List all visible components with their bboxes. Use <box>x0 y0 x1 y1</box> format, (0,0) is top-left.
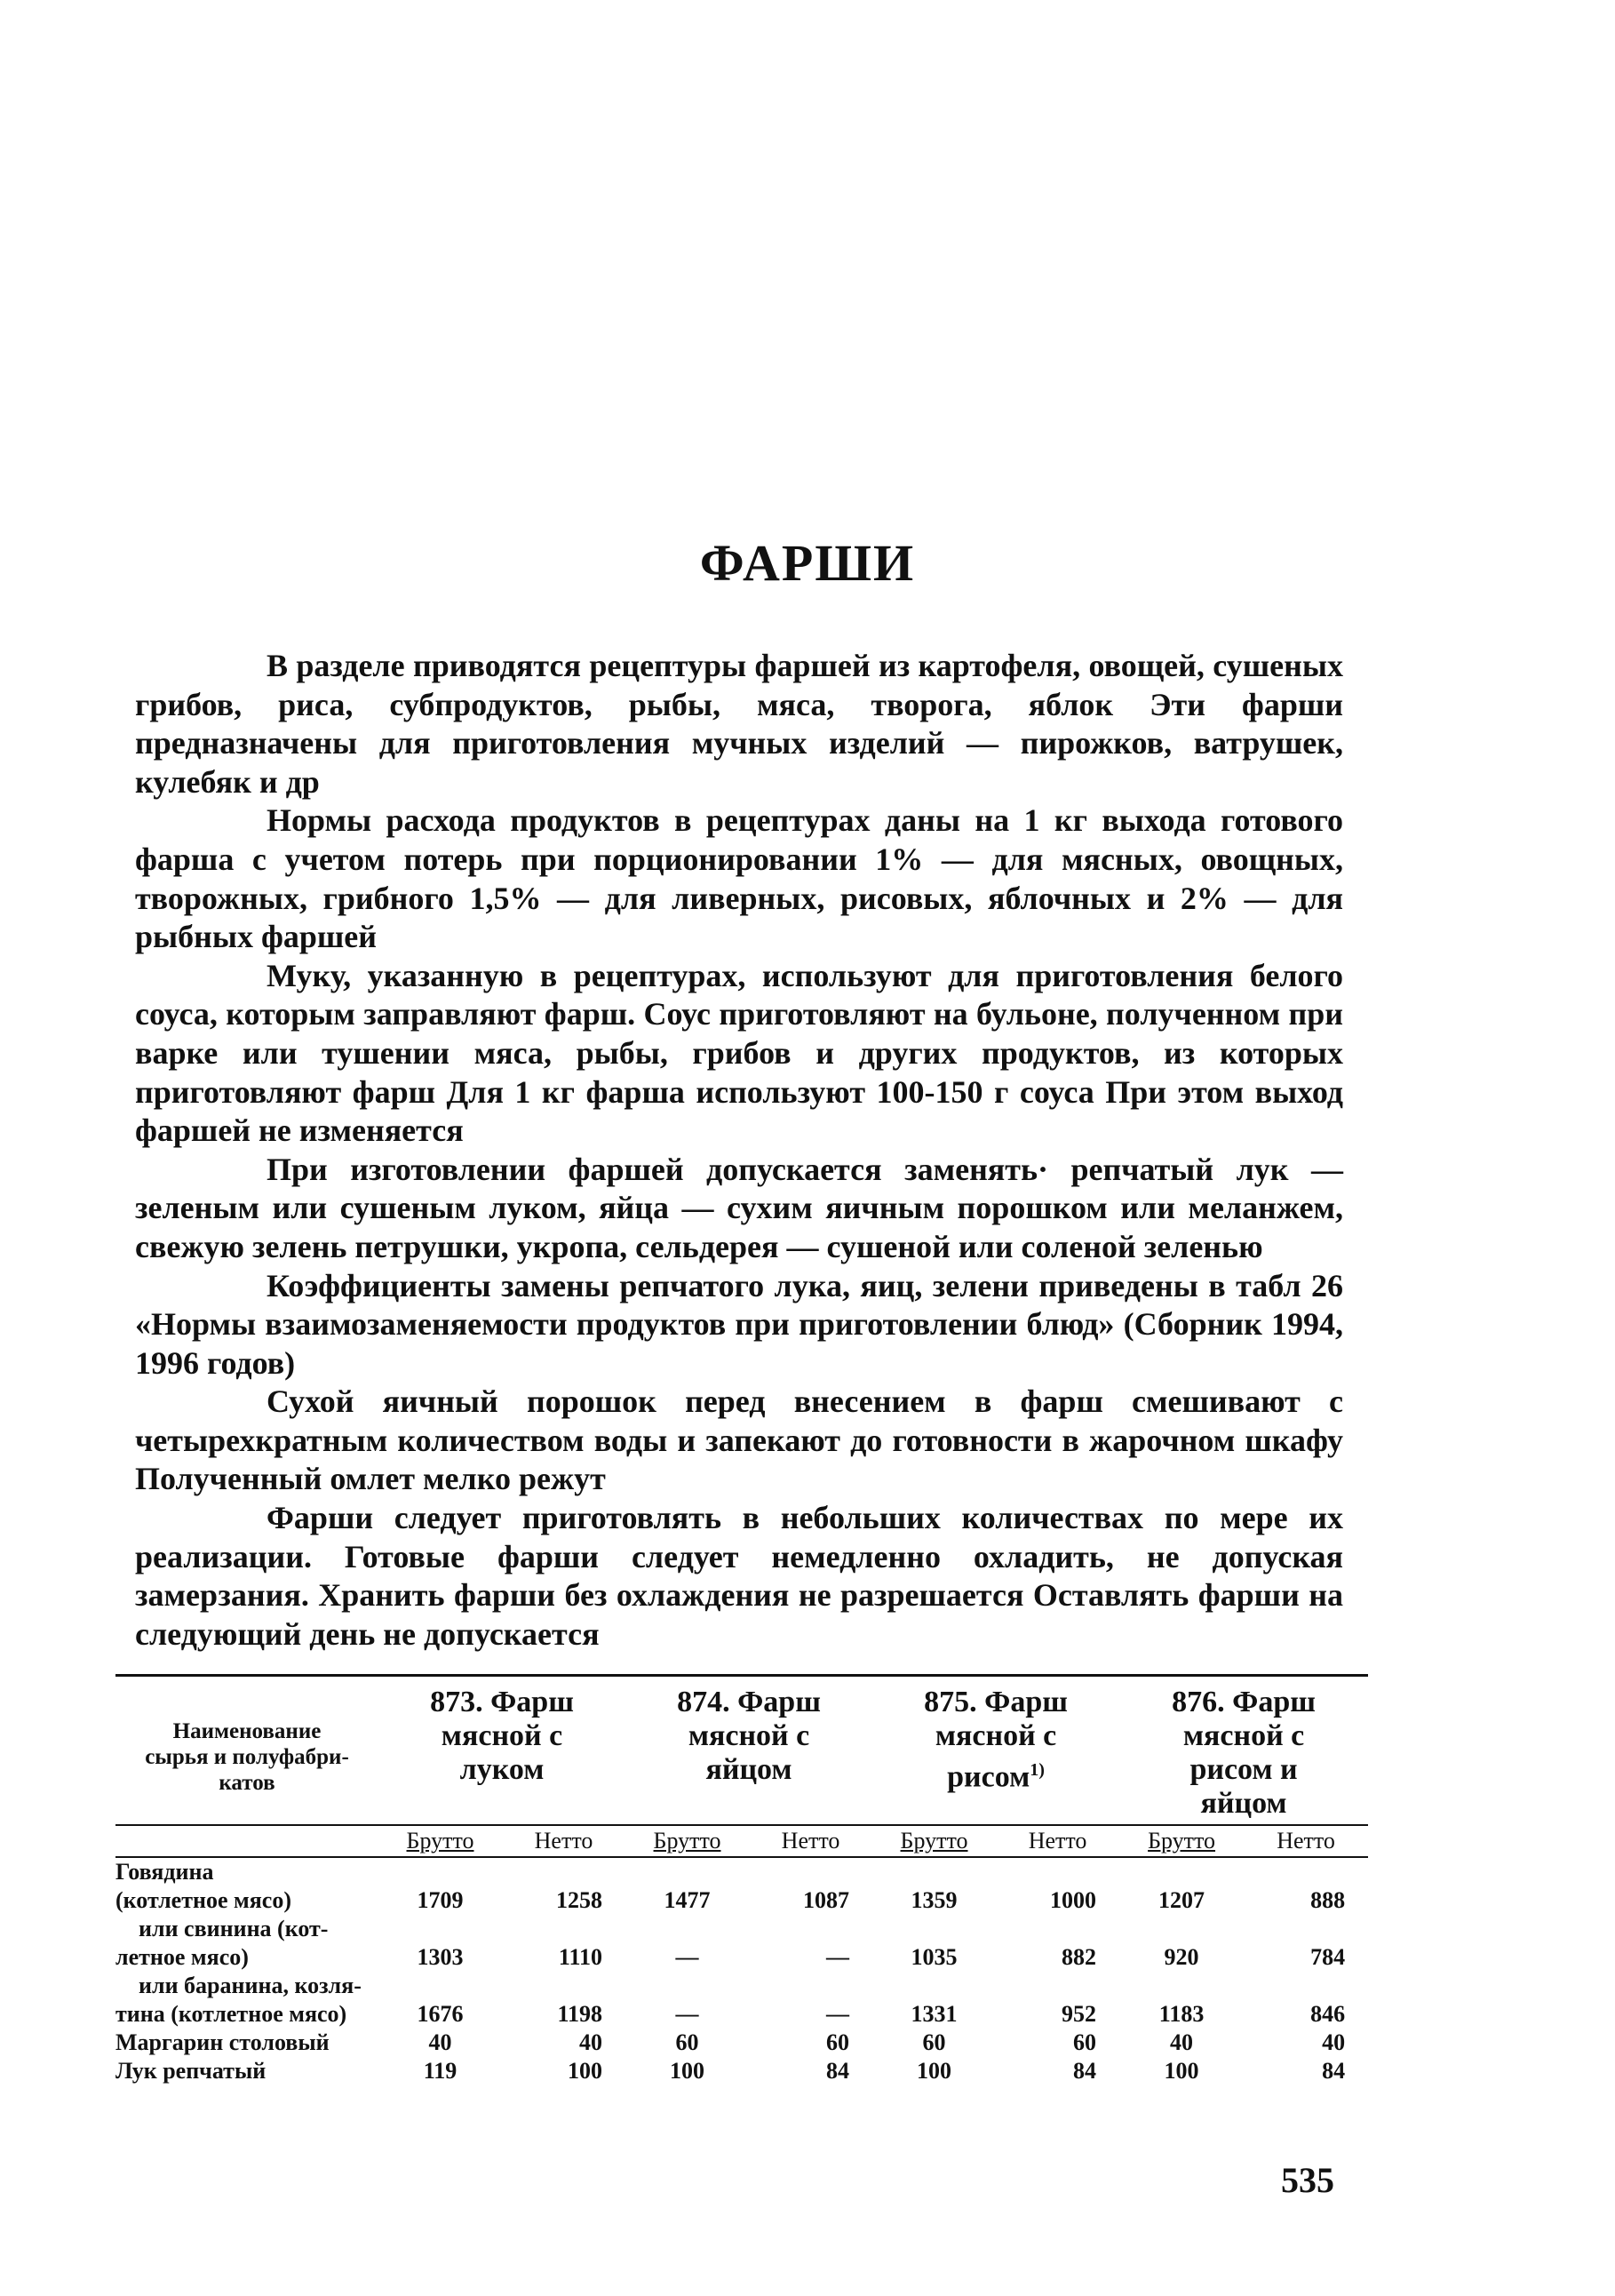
footnote-marker: 1) <box>1030 1760 1045 1780</box>
recipe-header-line <box>872 1753 1119 1794</box>
recipe-header-874 <box>625 1677 872 1825</box>
recipe-table <box>115 1677 1368 2085</box>
recipe-header-line: 873. Фарш <box>430 1686 574 1718</box>
recipe-header-line: мясной с <box>688 1719 810 1752</box>
cell-value: 40 <box>1322 2029 1346 2055</box>
recipe-header-line: мясной с <box>1182 1719 1305 1752</box>
subheader-empty <box>115 1825 378 1857</box>
row-label <box>115 2057 378 2085</box>
paragraph-7: Фарши следует приготовлять в небольших количествах по мере их реализации. Готовые фарши следует немедленно охладить, не допуская замерзания. Хранить фарши без охлаждения не разрешается Оставлять фарши на следующий день не допускается <box>135 1500 1343 1652</box>
cell-value: 920 <box>1164 1944 1199 1970</box>
cell-value: 40 <box>1170 2029 1194 2055</box>
table-row-onion <box>115 2057 1368 2085</box>
row-label-line: или свинина (кот- <box>139 1916 329 1941</box>
subheader-netto: Нетто <box>502 1825 625 1857</box>
cell-value: 1087 <box>803 1887 850 1913</box>
subheader-netto: Нетто <box>749 1825 872 1857</box>
cell-value: 1198 <box>557 2001 603 2027</box>
cell-value: 60 <box>922 2029 946 2055</box>
subheader-netto: Нетто <box>996 1825 1119 1857</box>
subheader-brutto: Брутто <box>872 1825 996 1857</box>
subheader-brutto: Брутто <box>1119 1825 1244 1857</box>
paragraph-1: В разделе приводятся рецептуры фаршей из картофеля, овощей, сушеных грибов, риса, субпродуктов, рыбы, мяса, творога, яблок Эти фарши предназначены для приготовления мучных изделий — пирожков, ватрушек, кулебяк и др <box>135 648 1343 800</box>
row-label <box>115 1915 378 1972</box>
recipe-header-line: яйцом <box>1200 1787 1287 1820</box>
row-label-line: летное мясо) <box>115 1944 249 1970</box>
recipe-header-line: 876. Фарш <box>1172 1686 1316 1718</box>
table-row-lamb <box>115 1972 1368 2029</box>
recipe-header-word: рисом <box>947 1760 1030 1794</box>
recipe-header-876 <box>1119 1677 1368 1825</box>
cell-value: 1303 <box>417 1944 464 1970</box>
cell-value: 40 <box>579 2029 603 2055</box>
cell-value: 119 <box>423 2058 457 2084</box>
recipe-header-875 <box>872 1677 1119 1825</box>
row-label <box>115 1972 378 2029</box>
name-header-line: катов <box>219 1770 275 1795</box>
cell-value: 1331 <box>911 2001 958 2027</box>
cell-value: — <box>675 2001 699 2027</box>
recipe-header-line: мясной с <box>935 1719 1057 1752</box>
cell-value: 952 <box>1062 2001 1097 2027</box>
cell-value: 1110 <box>558 1944 603 1970</box>
cell-value: 100 <box>670 2058 705 2084</box>
paragraph-4: При изготовлении фаршей допускается заменять· репчатый лук — зеленым или сушеным луком, яйца — сухим яичным порошком или меланжем, свежую зелень петрушки, укропа, сельдерея — сушеной или соленой зеленью <box>135 1151 1343 1264</box>
recipe-header-line: яйцом <box>705 1753 792 1786</box>
cell-value: 84 <box>1073 2058 1097 2084</box>
recipe-header-line: мясной с <box>441 1719 563 1752</box>
cell-value: — <box>826 2001 850 2027</box>
cell-value: 100 <box>917 2058 952 2084</box>
cell-value: 1359 <box>911 1887 958 1913</box>
row-label-line: Говядина <box>115 1859 214 1885</box>
cell-value: 1676 <box>417 2001 464 2027</box>
cell-value: 1477 <box>664 1887 711 1913</box>
table-body <box>115 1857 1368 2085</box>
cell-value: 888 <box>1310 1887 1346 1913</box>
row-label-line: Лук репчатый <box>115 2058 267 2084</box>
paragraph-3: Муку, указанную в рецептурах, используют для приготовления белого соуса, которым заправляют фарш. Соус приготовляют на бульоне, полученном при варке или тушении мяса, рыбы, грибов и других продуктов, из которых приготовляют фарш Для 1 кг фарша используют 100-150 г соуса При этом выход фаршей не изменяется <box>135 957 1343 1149</box>
row-label-line: или баранина, козля- <box>139 1973 362 1998</box>
cell-value: 784 <box>1310 1944 1346 1970</box>
row-label <box>115 2029 378 2057</box>
paragraph-6: Сухой яичный порошок перед внесением в фарш смешивают с четырехкратным количеством воды и запекают до готовности в жарочном шкафу Полученный омлет мелко режут <box>135 1383 1343 1497</box>
row-label-line: Маргарин столовый <box>115 2029 330 2055</box>
subheader-brutto: Брутто <box>625 1825 749 1857</box>
cell-value: 60 <box>1073 2029 1097 2055</box>
cell-value: 1035 <box>911 1944 958 1970</box>
row-label-line: (котлетное мясо) <box>115 1887 291 1913</box>
paragraph-2: Нормы расхода продуктов в рецептурах даны на 1 кг выхода готового фарша с учетом потерь при порционировании 1% — для мясных, овощных, творожных, грибного 1,5% — для ливерных, рисовых, яблочных и 2% — для рыбных фаршей <box>135 802 1343 955</box>
recipe-table-wrap <box>115 1674 1368 2085</box>
cell-value: 882 <box>1062 1944 1097 1970</box>
cell-value: 100 <box>568 2058 603 2084</box>
row-label-line: тина (котлетное мясо) <box>115 2001 347 2027</box>
name-header-line: сырья и полуфабри- <box>145 1744 349 1769</box>
cell-value: — <box>675 1944 699 1970</box>
cell-value: 1258 <box>556 1887 603 1913</box>
cell-value: 1000 <box>1050 1887 1097 1913</box>
cell-value: 1183 <box>1158 2001 1205 2027</box>
cell-value: 100 <box>1164 2058 1199 2084</box>
cell-value: — <box>826 1944 850 1970</box>
name-header-line: Наименование <box>172 1718 322 1743</box>
recipe-header-line: луком <box>459 1753 545 1786</box>
cell-value: 84 <box>1322 2058 1346 2084</box>
table-row-beef <box>115 1857 1368 1915</box>
cell-value: 1207 <box>1158 1887 1205 1913</box>
cell-value: 40 <box>428 2029 452 2055</box>
page-number: 535 <box>1281 2160 1334 2200</box>
cell-value: 84 <box>826 2058 850 2084</box>
table-row-margarine <box>115 2029 1368 2057</box>
cell-value: 846 <box>1310 2001 1346 2027</box>
subheader-netto: Нетто <box>1244 1825 1368 1857</box>
table-header-row <box>115 1677 1368 1825</box>
cell-value: 1709 <box>417 1887 464 1913</box>
paragraph-5: Коэффициенты замены репчатого лука, яиц, зелени приведены в табл 26 «Нормы взаимозаменяемости продуктов при приготовлении блюд» (Сборник 1994, 1996 годов) <box>135 1267 1343 1381</box>
recipe-header-873 <box>378 1677 625 1825</box>
recipe-header-line: 874. Фарш <box>677 1686 821 1718</box>
intro-text <box>135 647 1343 1654</box>
page-title: ФАРШИ <box>699 534 916 592</box>
table-row-pork <box>115 1915 1368 1972</box>
table-subheader-row <box>115 1825 1368 1857</box>
cell-value: 60 <box>675 2029 699 2055</box>
recipe-header-line: рисом и <box>1189 1753 1298 1786</box>
cell-value: 60 <box>826 2029 850 2055</box>
name-column-header <box>115 1677 378 1825</box>
row-label <box>115 1857 378 1915</box>
recipe-header-line: 875. Фарш <box>924 1686 1068 1718</box>
subheader-brutto: Брутто <box>378 1825 502 1857</box>
